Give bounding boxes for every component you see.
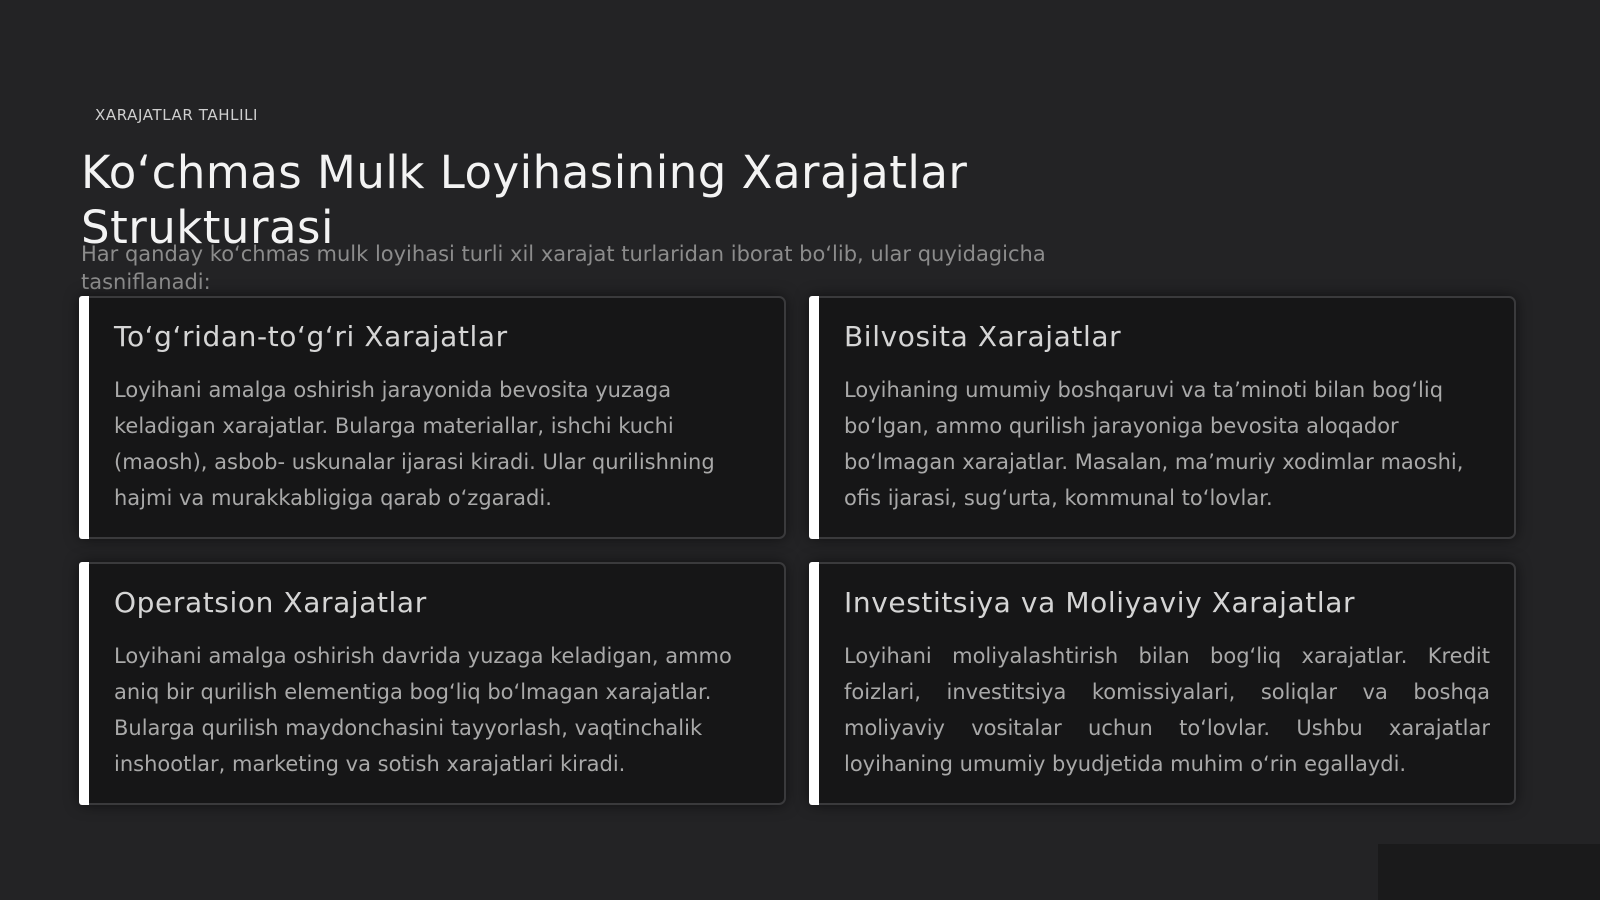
card-title: Investitsiya va Moliyaviy Xarajatlar <box>844 586 1356 619</box>
card-investment-financial-costs <box>809 562 1516 805</box>
card-title: Bilvosita Xarajatlar <box>844 320 1122 353</box>
slide-subtitle: Har qanday ko‘chmas mulk loyihasi turli xil xarajat turlaridan iborat bo‘lib, ular quyidagicha tasniflanadi: <box>81 242 1046 294</box>
card-text: Loyihani amalga oshirish davrida yuzaga keladigan, ammo aniq bir qurilish elementiga bog‘liq bo‘lmagan xarajatlar. Bularga qurilish maydonchasini tayyorlash, vaqtinchalik inshootlar, marketing va sotish xarajatlari kiradi. <box>114 644 732 776</box>
card-accent-bar <box>79 562 89 805</box>
card-direct-costs <box>79 296 786 539</box>
card-text: Loyihani amalga oshirish jarayonida bevosita yuzaga keladigan xarajatlar. Bularga materiallar, ishchi kuchi (maosh), asbob- uskunalar ijarasi kiradi. Ular qurilishning hajmi va murakkabligiga qarab o‘zgaradi. <box>114 378 715 510</box>
card-accent-bar <box>809 296 819 539</box>
card-title: To‘g‘ridan-to‘g‘ri Xarajatlar <box>114 320 508 353</box>
card-operational-costs <box>79 562 786 805</box>
section-label: XARAJATLAR TAHLILI <box>95 106 259 124</box>
card-text: Loyihani moliyalashtirish bilan bog‘liq xarajatlar. Kredit foizlari, investitsiya komissiyalari, soliqlar va boshqa moliyaviy vositalar uchun to‘lovlar. Ushbu xarajatlar loyihaning umumiy byudjetida muhim o‘rin egallaydi. <box>844 644 1490 776</box>
card-accent-bar <box>79 296 89 539</box>
card-accent-bar <box>809 562 819 805</box>
card-title: Operatsion Xarajatlar <box>114 586 427 619</box>
corner-panel <box>1378 844 1600 900</box>
card-indirect-costs <box>809 296 1516 539</box>
slide-title: Ko‘chmas Mulk Loyihasining Xarajatlar Strukturasi <box>81 146 968 254</box>
card-text: Loyihaning umumiy boshqaruvi va ta’minoti bilan bog‘liq bo‘lgan, ammo qurilish jarayoniga bevosita aloqador bo‘lmagan xarajatlar. Masalan, ma’muriy xodimlar maoshi, ofis ijarasi, sug‘urta, kommunal to‘lovlar. <box>844 378 1464 510</box>
